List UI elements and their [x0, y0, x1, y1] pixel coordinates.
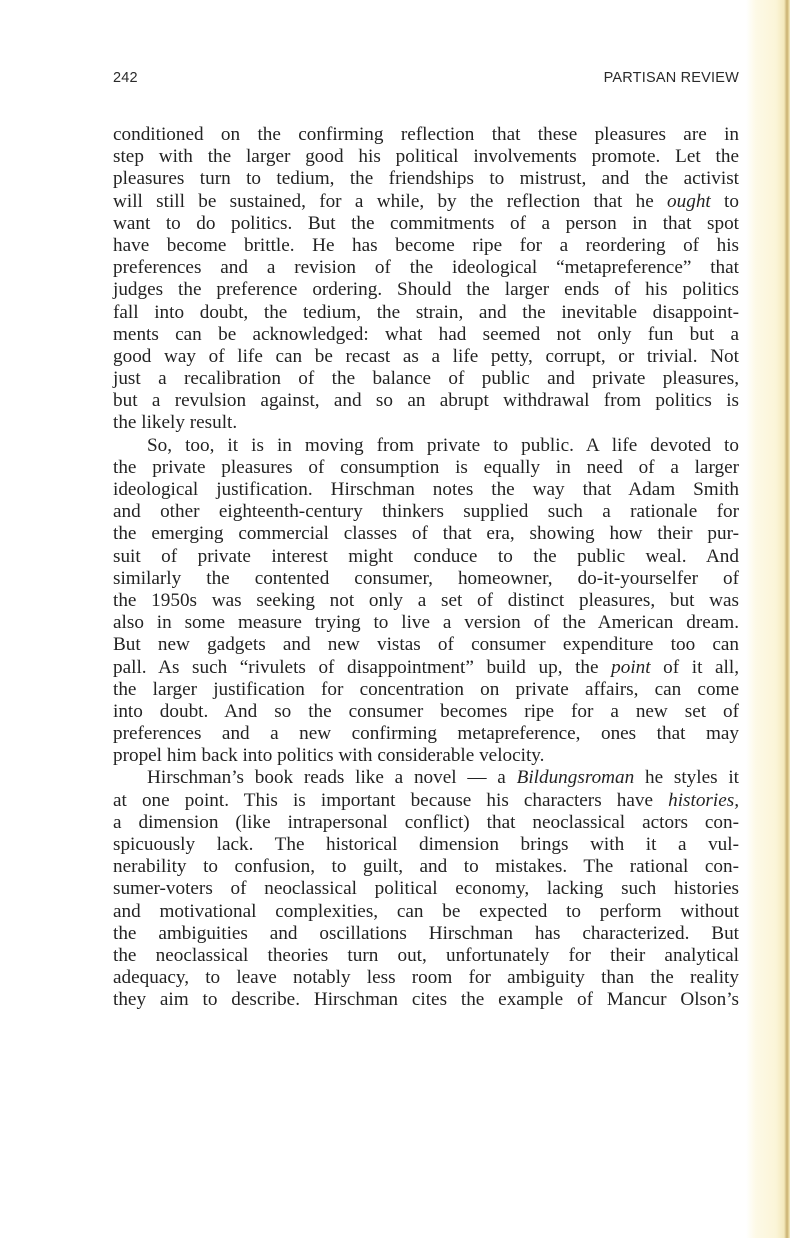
- page-number: 242: [113, 70, 138, 86]
- text-line: ideological justification. Hirschman notes the way that Adam Smith: [113, 479, 739, 500]
- text-line: fall into doubt, the tedium, the strain, and the inevitable disappoint-: [113, 301, 739, 323]
- text-run: to: [710, 190, 739, 212]
- page-edge-binding: [746, 0, 790, 1238]
- text-line: sumer-voters of neoclassical political economy, lacking such histories: [113, 878, 739, 900]
- text-line: the ambiguities and oscillations Hirschman has characterized. But: [113, 922, 739, 944]
- text-line: the emerging commercial classes of that era, showing how their pur-: [113, 523, 739, 545]
- text-line: the 1950s was seeking not only a set of distinct pleasures, but was: [113, 589, 739, 611]
- text-line: preferences and a new confirming metapreference, ones that may: [113, 723, 739, 745]
- italic-emphasis: Bildungsroman: [516, 767, 635, 789]
- paragraph-start-line: [113, 767, 739, 789]
- text-run: he styles it: [634, 767, 739, 789]
- text-line: want to do politics. But the commitments of a person in that spot: [113, 212, 739, 234]
- text-line: [113, 790, 739, 812]
- text-line: the likely result.: [113, 412, 238, 434]
- text-line: but a revulsion against, and so an abrupt withdrawal from politics is: [113, 390, 739, 412]
- text-line: suit of private interest might conduce to the public weal. And: [113, 545, 739, 567]
- text-line: have become brittle. He has become ripe for a reordering of his: [113, 234, 739, 256]
- text-line: ments can be acknowledged: what had seemed not only fun but a: [113, 323, 739, 345]
- text-line: [113, 657, 739, 679]
- text-run: will still be sustained, for a while, by the reflection that he: [113, 190, 668, 212]
- text-line: the larger justification for concentration on private affairs, can come: [113, 678, 739, 700]
- text-line: adequacy, to leave notably less room for ambiguity than the reality: [113, 967, 739, 989]
- text-line: they aim to describe. Hirschman cites the example of Mancur Olson’s: [113, 989, 739, 1011]
- text-run: at one point. This is important because his characters have: [113, 789, 669, 811]
- text-run: of it all,: [650, 656, 739, 678]
- text-line: the neoclassical theories turn out, unfortunately for their analytical: [113, 944, 739, 966]
- text-run: Hirschman’s book reads like a novel — a: [147, 767, 517, 789]
- journal-title: PARTISAN REVIEW: [603, 70, 739, 86]
- text-line: judges the preference ordering. Should the larger ends of his politics: [113, 279, 739, 301]
- text-line: But new gadgets and new vistas of consumer expenditure too can: [113, 634, 739, 656]
- text-line: just a recalibration of the balance of public and private pleasures,: [113, 368, 739, 390]
- text-run: pall. As such “rivulets of disappointment” build up, the: [113, 656, 612, 678]
- text-line: similarly the contented consumer, homeowner, do-it-yourselfer of: [113, 567, 739, 589]
- italic-emphasis: point: [611, 656, 651, 678]
- text-line: a dimension (like intrapersonal conflict) that neoclassical actors con-: [113, 811, 739, 833]
- text-line: into doubt. And so the consumer becomes ripe for a new set of: [113, 700, 739, 722]
- text-line: also in some measure trying to live a version of the American dream.: [113, 612, 739, 634]
- text-line: preferences and a revision of the ideological “metapreference” that: [113, 257, 739, 279]
- text-line: and motivational complexities, can be expected to perform without: [113, 900, 739, 922]
- text-line: conditioned on the confirming reflection that these pleasures are in: [113, 124, 739, 145]
- running-head: [113, 70, 739, 92]
- text-line: pleasures turn to tedium, the friendships to mistrust, and the activist: [113, 168, 739, 190]
- text-line: propel him back into politics with considerable velocity.: [113, 745, 545, 767]
- text-line: spicuously lack. The historical dimension brings with it a vul-: [113, 834, 739, 855]
- italic-emphasis: ought: [667, 190, 711, 212]
- body-text: [113, 124, 739, 1012]
- text-line: step with the larger good his political involvements promote. Let the: [113, 146, 739, 168]
- italic-emphasis: histories,: [668, 789, 739, 811]
- text-line: [113, 191, 739, 213]
- text-line: and other eighteenth-century thinkers supplied such a rationale for: [113, 501, 739, 523]
- text-line: nerability to confusion, to guilt, and to mistakes. The rational con-: [113, 856, 739, 878]
- text-line: the private pleasures of consumption is equally in need of a larger: [113, 456, 739, 478]
- paragraph-start-line: So, too, it is in moving from private to public. A life devoted to: [147, 434, 739, 456]
- text-line: good way of life can be recast as a life petty, corrupt, or trivial. Not: [113, 345, 739, 367]
